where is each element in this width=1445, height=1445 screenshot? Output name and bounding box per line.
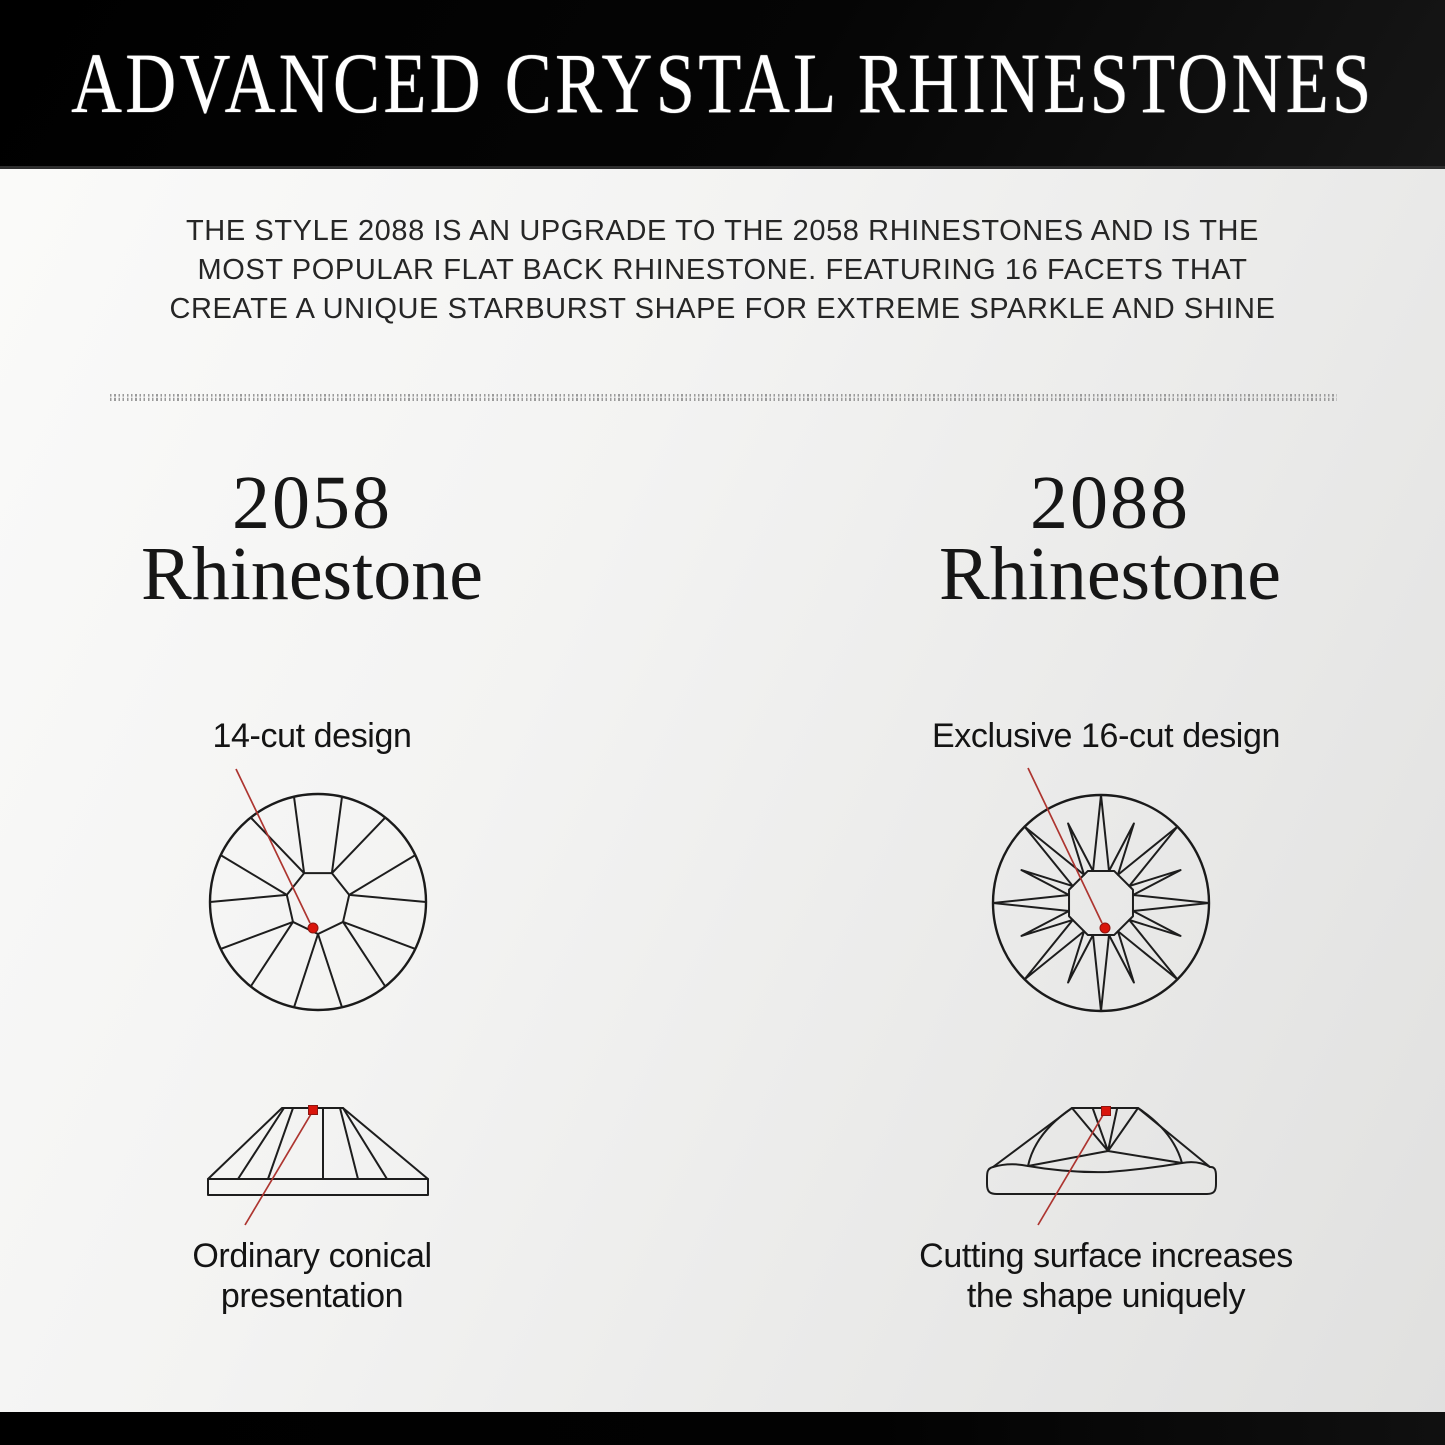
label-16-cut-design: Exclusive 16-cut design <box>932 717 1280 755</box>
model-type-2058: Rhinestone <box>141 532 483 616</box>
side-view-faceted-diagram <box>975 1093 1225 1203</box>
top-view-16cut-diagram <box>981 783 1221 1023</box>
crown-outline <box>993 1108 1210 1167</box>
star-ray-lines <box>993 795 1209 1011</box>
label-cutting-surface-line-2: the shape uniquely <box>966 1277 1246 1315</box>
crown-facet-lines <box>1028 1108 1182 1166</box>
base-girdle-slab <box>208 1179 428 1195</box>
intro-line-2: MOST POPULAR FLAT BACK RHINESTONE. FEATURING 16 FACETS THAT <box>197 254 1248 286</box>
header-banner <box>0 0 1445 169</box>
heading-2088 <box>810 461 1410 616</box>
label-ordinary-conical <box>112 1236 512 1316</box>
star-kite-lines <box>1022 824 1181 983</box>
dotted-divider <box>110 394 1337 401</box>
girdle-circle <box>210 794 426 1010</box>
label-cutting-surface <box>886 1236 1326 1316</box>
cone-facet-lines <box>238 1108 387 1179</box>
base-girdle-slab <box>987 1167 1216 1194</box>
heading-2058 <box>12 461 612 616</box>
intro-line-1: THE STYLE 2088 IS AN UPGRADE TO THE 2058 RHINESTONES AND IS THE <box>185 215 1260 247</box>
label-ordinary-conical-line-2: presentation <box>220 1277 404 1315</box>
girdle-scallop-line <box>993 1162 1210 1172</box>
table-octagon <box>1069 871 1133 935</box>
label-cutting-surface-line-1: Cutting surface increases <box>919 1237 1293 1275</box>
model-number-2058: 2058 <box>232 461 392 545</box>
model-number-2088: 2088 <box>1030 461 1190 545</box>
label-ordinary-conical-line-1: Ordinary conical <box>192 1237 432 1275</box>
facet-lines-14 <box>210 797 426 1008</box>
model-type-2088: Rhinestone <box>939 532 1281 616</box>
top-view-14cut-diagram <box>198 782 438 1022</box>
page-title: ADVANCED CRYSTAL RHINESTONES <box>70 35 1375 131</box>
side-view-conical-diagram <box>188 1093 438 1203</box>
label-14-cut-design: 14-cut design <box>212 717 412 755</box>
table-heptagon <box>287 873 349 934</box>
footer-bar <box>0 1412 1445 1445</box>
intro-line-3: CREATE A UNIQUE STARBURST SHAPE FOR EXTREME SPARKLE AND SHINE <box>169 293 1276 325</box>
cone-outline <box>208 1108 428 1179</box>
intro-paragraph <box>98 212 1348 329</box>
